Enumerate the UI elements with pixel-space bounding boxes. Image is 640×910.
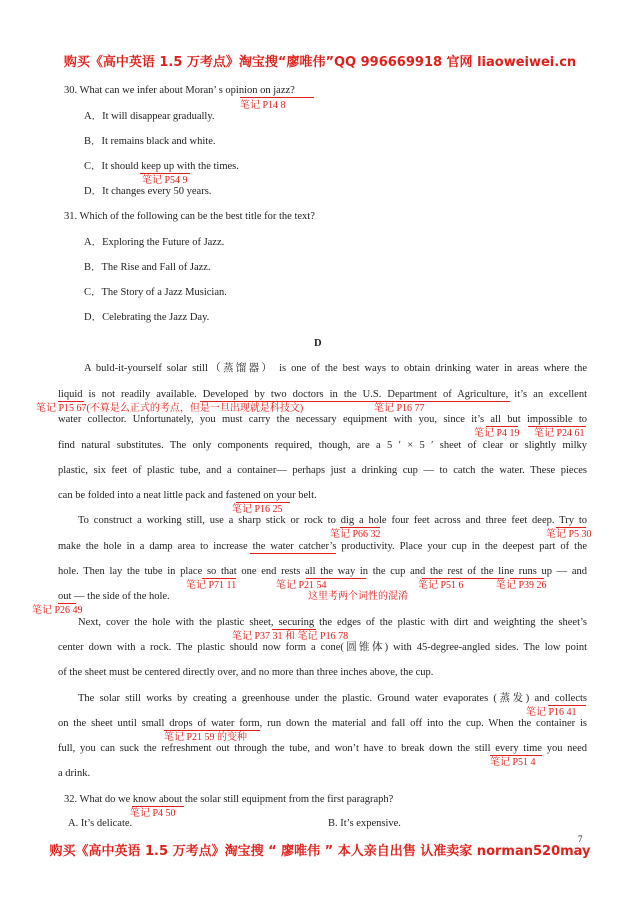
annotation-note: 笔记 P16 41 <box>526 707 577 718</box>
annotation-underline <box>272 629 316 630</box>
annotation-underline <box>202 578 236 579</box>
annotation-underline <box>132 806 184 807</box>
passage-line-7: To construct a working still, use a sharp stick or rock to dig a hole four feet across and three feet deep. Try to <box>78 515 587 526</box>
question-30-option-b: B．It remains black and white. <box>84 136 216 147</box>
annotation-note: 笔记 P51 4 <box>490 757 536 768</box>
annotation-underline <box>306 578 366 579</box>
annotation-note: 这里考两个词性的混淆 <box>308 591 408 602</box>
annotation-underline <box>240 97 314 98</box>
passage-line-9: hole. Then lay the tube in place so that one end rests all the way in the cup and the rest of the line runs up — and <box>58 566 587 577</box>
annotation-underline <box>140 173 190 174</box>
question-32-option-a: A. It’s delicate. <box>68 818 133 829</box>
passage-line-6: can be folded into a neat little pack and fastened on your belt. <box>58 490 317 501</box>
passage-line-10: out — the side of the hole. <box>58 591 170 602</box>
annotation-note: 笔记 P51 6 <box>418 580 464 591</box>
passage-line-1: A buld-it-yourself solar still（蒸馏器） is one of the best ways to obtain drinking water in areas where the <box>84 363 587 374</box>
passage-line-14: The solar still works by creating a greenhouse under the plastic. Ground water evaporates (蒸发) and collects <box>78 693 587 704</box>
annotation-note: 笔记 P26 49 <box>32 605 83 616</box>
annotation-note: 笔记 P54 9 <box>142 175 188 186</box>
annotation-note: 笔记 P14 8 <box>240 100 286 111</box>
question-30-option-c: C．It should keep up with the times. <box>84 161 239 172</box>
annotation-note: 笔记 P24 61 <box>534 428 585 439</box>
annotation-note: 笔记 P16 77 <box>374 403 425 414</box>
page-number: 7 <box>578 834 583 844</box>
passage-line-12: center down with a rock. The plastic should now form a cone(圆锥体) with 45-degree-angled sides. The low point <box>58 642 587 653</box>
question-31-option-d: D．Celebrating the Jazz Day. <box>84 312 210 323</box>
question-30-option-a: A．It will disappear gradually. <box>84 111 215 122</box>
annotation-underline <box>236 502 290 503</box>
section-letter: D <box>314 338 322 349</box>
annotation-note: 笔记 P15 67(不算是么正式的考点，但是一旦出现就是科技文) <box>36 403 304 414</box>
passage-line-16: full, you can suck the refreshment out through the tube, and won’t have to break down the still every time you need <box>58 743 587 754</box>
annotation-underline <box>510 578 544 579</box>
question-31-option-c: C．The Story of a Jazz Musician. <box>84 287 227 298</box>
passage-line-15: on the sheet until small drops of water form, run down the material and fall off into the cup. When the container is <box>58 718 587 729</box>
question-31-option-a: A．Exploring the Future of Jazz. <box>84 237 225 248</box>
annotation-note: 笔记 P16 25 <box>232 504 283 515</box>
annotation-underline <box>548 705 586 706</box>
annotation-underline <box>58 401 84 402</box>
annotation-note: 笔记 P4 50 <box>130 808 176 819</box>
passage-line-11: Next, cover the hole with the plastic sheet, securing the edges of the plastic with dirt and weighting the sheet’s <box>78 617 587 628</box>
passage-line-17: a drink. <box>58 768 91 779</box>
annotation-note: 笔记 P21 54 <box>276 580 327 591</box>
annotation-note: 笔记 P39 26 <box>496 580 547 591</box>
question-31-stem: 31. Which of the following can be the best title for the text? <box>64 211 315 222</box>
annotation-underline <box>486 426 518 427</box>
question-31-option-b: B．The Rise and Fall of Jazz. <box>84 262 211 273</box>
annotation-underline <box>528 426 586 427</box>
passage-line-2: liquid is not readily available. Developed by two doctors in the U.S. Department of Agriculture, it’s an excellent <box>58 389 587 400</box>
question-30-option-d: D．It changes every 50 years. <box>84 186 212 197</box>
annotation-underline <box>250 553 336 554</box>
annotation-note: 笔记 P4 19 <box>474 428 520 439</box>
annotation-underline <box>58 603 76 604</box>
passage-line-8: make the hole in a damp area to increase the water catcher’s productivity. Place your cup in the deepest part of the <box>58 541 587 552</box>
header-banner-bottom: 购买《高中英语 1.5 万考点》淘宝搜 “ 廖唯伟 ” 本人亲自出售 认准卖家 norman520may <box>49 844 591 859</box>
question-32-option-b: B. It’s expensive. <box>328 818 401 829</box>
annotation-underline <box>340 527 380 528</box>
annotation-note: 笔记 P66 32 <box>330 529 381 540</box>
passage-line-3: water collector. Unfortunately, you must carry the necessary equipment with you, since it’s all but impossible to <box>58 414 587 425</box>
annotation-note: 笔记 P21 59 的变种 <box>164 732 248 743</box>
passage-line-4: find natural substitutes. The only components required, though, are a 5 ′ × 5 ′ sheet of clear or slightly milky <box>58 440 587 451</box>
question-32-stem: 32. What do we know about the solar still equipment from the first paragraph? <box>64 794 394 805</box>
annotation-underline <box>164 730 260 731</box>
annotation-underline <box>490 755 542 756</box>
annotation-note: 笔记 P5 30 <box>546 529 592 540</box>
passage-line-13: of the sheet must be centered directly over, and no more than three inches above, the cup. <box>58 667 434 678</box>
passage-line-5: plastic, six feet of plastic tube, and a container— perhaps just a drinking cup — to catch the water. These pieces <box>58 465 587 476</box>
annotation-underline <box>200 401 510 402</box>
annotation-note: 笔记 P37 31 和 笔记 P16 78 <box>232 631 349 642</box>
annotation-note: 笔记 P71 11 <box>186 580 237 591</box>
header-banner-top: 购买《高中英语 1.5 万考点》淘宝搜“廖唯伟”QQ 996669918 官网 liaoweiwei.cn <box>63 55 577 70</box>
question-30-stem: 30. What can we infer about Moran’ s opinion on jazz? <box>64 85 295 96</box>
annotation-underline <box>422 578 504 579</box>
annotation-underline <box>556 527 586 528</box>
